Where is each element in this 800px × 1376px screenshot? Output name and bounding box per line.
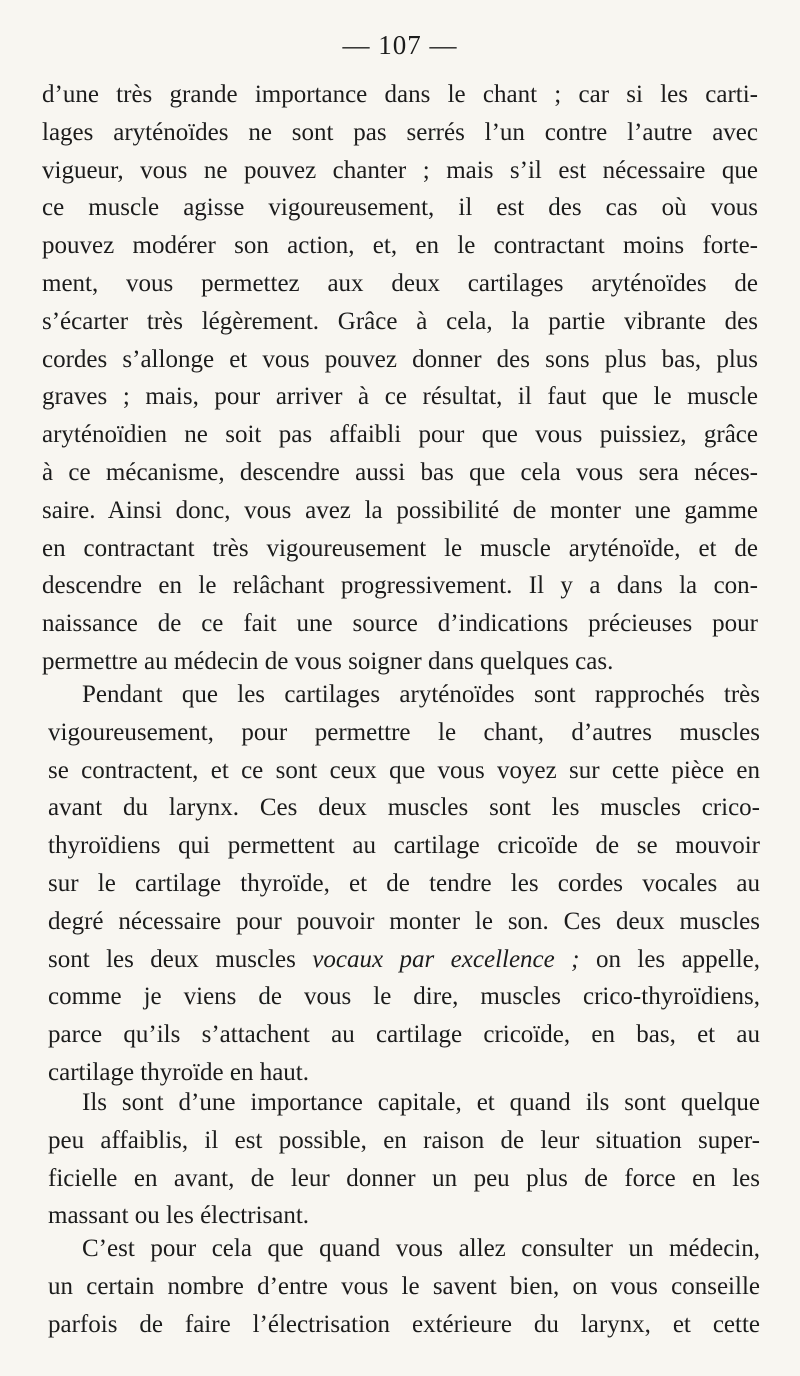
text-line: parfois de faire l’électrisation extérieure du larynx, et cette [48,1310,760,1338]
text-line: naissance de ce fait une source d’indications précieuses pour [42,610,758,638]
paragraph-1 [42,76,758,681]
text-line: massant ou les électrisant. [48,1202,310,1230]
text-line: C’est pour cela que quand vous allez consulter un médecin, [82,1235,760,1262]
italic-phrase: vocaux par excellence ; [312,945,580,973]
text-line: vigoureusement, pour permettre le chant, d’autres muscles [48,718,760,746]
text-segment: on les appelle, [595,945,761,973]
text-line: un certain nombre d’entre vous le savent bien, on vous conseille [48,1272,760,1300]
text-line: ment, vous permettez aux deux cartilages aryténoïdes de [42,269,758,297]
page-number: — 107 — [342,30,458,60]
text-line: degré nécessaire pour pouvoir monter le son. Ces deux muscles [48,907,760,935]
text-line: comme je viens de vous le dire, muscles crico-thyroïdiens, [48,983,760,1011]
paragraph-4 [48,1230,760,1343]
text-line: avant du larynx. Ces deux muscles sont les muscles crico- [48,794,760,822]
text-line: à ce mécanisme, descendre aussi bas que cela vous sera néces- [42,458,758,486]
text-line: permettre au médecin de vous soigner dans quelques cas. [42,647,614,675]
text-line: peu affaiblis, il est possible, en raison de leur situation super- [48,1126,760,1154]
text-segment: sont les deux muscles [48,945,296,973]
text-line: graves ; mais, pour arriver à ce résultat, il faut que le muscle [42,383,758,411]
text-line-with-italic [48,941,760,979]
paragraph-2 [48,676,760,1092]
text-line: thyroïdiens qui permettent au cartilage cricoïde de se mouvoir [48,832,760,860]
text-line: vigueur, vous ne pouvez chanter ; mais s’il est nécessaire que [42,156,758,184]
text-line: ficielle en avant, de leur donner un peu plus de force en les [48,1164,760,1192]
text-line: cordes s’allonge et vous pouvez donner des sons plus bas, plus [42,345,758,373]
text-line: parce qu’ils s’attachent au cartilage cricoïde, en bas, et au [48,1021,760,1049]
text-line: lages aryténoïdes ne sont pas serrés l’un contre l’autre avec [42,118,758,146]
text-line: saire. Ainsi donc, vous avez la possibilité de monter une gamme [42,496,758,524]
text-line: Pendant que les cartilages aryténoïdes sont rapprochés très [82,681,760,708]
text-line: en contractant très vigoureusement le muscle aryténoïde, et de [42,534,758,562]
text-line: ce muscle agisse vigoureusement, il est des cas où vous [42,194,758,222]
text-line: s’écarter très légèrement. Grâce à cela, la partie vibrante des [42,307,758,335]
text-line: sur le cartilage thyroïde, et de tendre les cordes vocales au [48,869,760,897]
text-line: descendre en le relâchant progressivement. Il y a dans la con- [42,572,758,600]
text-line: cartilage thyroïde en haut. [48,1058,309,1086]
text-line: Ils sont d’une importance capitale, et quand ils sont quelque [82,1089,760,1116]
text-line: pouvez modérer son action, et, en le contractant moins forte- [42,232,758,260]
paragraph-3 [48,1084,760,1235]
text-line: se contractent, et ce sont ceux que vous voyez sur cette pièce en [48,756,760,784]
text-line: aryténoïdien ne soit pas affaibli pour que vous puissiez, grâce [42,421,758,449]
text-line: d’une très grande importance dans le chant ; car si les carti- [42,81,758,108]
